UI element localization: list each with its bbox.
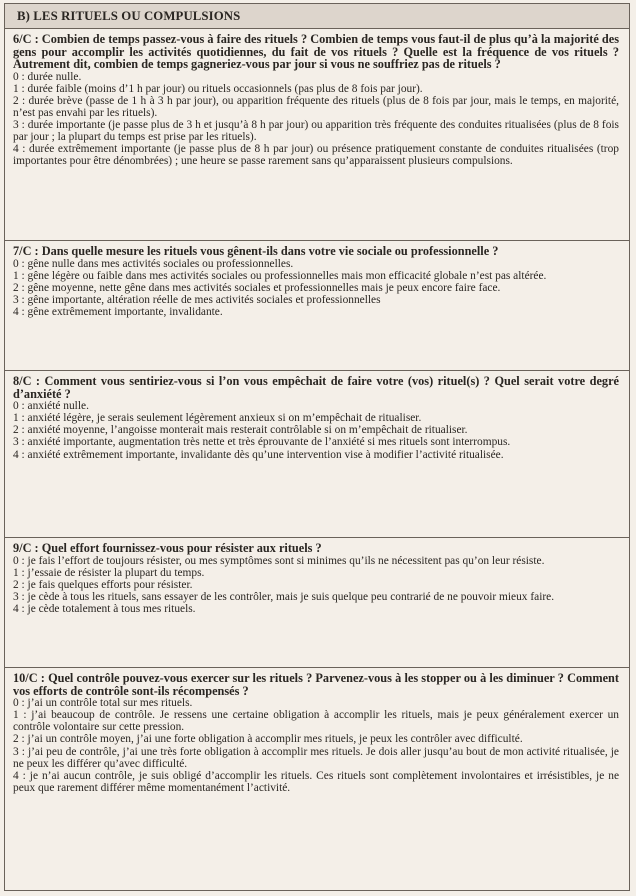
answer-option-3: 3 : durée importante (je passe plus de 3 h et jusqu’à 8 h par jour) ou apparition très fréquente des conduites ritualisées (plus de 8 fois par jour ; la plupart du temps est prise par les rituels). bbox=[13, 119, 619, 144]
answer-option-3: 3 : anxiété importante, augmentation très nette et très éprouvante de l’anxiété si mes rituels sont interrompus. bbox=[13, 436, 511, 449]
answer-option-2: 2 : durée brève (passe de 1 h à 3 h par jour), ou apparition fréquente des rituels (plus de 8 fois par jour, mais le temps, en majorité, n’est pas envahi par les rituels). bbox=[13, 94, 619, 120]
answer-option-0: 0 : je fais l’effort de toujours résister, ou mes symptômes sont si minimes qu’ils ne nécessitent pas qu’on leur résiste. bbox=[13, 554, 545, 567]
answer-option-4: 4 : gêne extrêmement importante, invalidante. bbox=[13, 305, 223, 318]
answer-option-1: 1 : gêne légère ou faible dans mes activités sociales ou professionnelles mais mon efficacité globale n’est pas altérée. bbox=[13, 269, 547, 282]
answer-option-0: 0 : gêne nulle dans mes activités sociales ou professionnelles. bbox=[13, 257, 294, 270]
question-text: 6/C : Combien de temps passez-vous à faire des rituels ? Combien de temps vous faut-il de plus qu’à la majorité des gens pour accomplir les activités quotidiennes, du fait de vos rituels ? Quelle est la fréquence de vos rituels ? Autrement dit, combien de temps gagneriez-vous par jour si vous ne souffriez pas de rituels ? bbox=[13, 32, 619, 72]
answer-option-3: 3 : j’ai peu de contrôle, j’ai une très forte obligation à accomplir mes rituels. Je dois aller jusqu’au bout de mon activité ritualisée, je ne peux les différer qu’avec difficulté. bbox=[13, 745, 619, 770]
answer-option-0: 0 : j’ai un contrôle total sur mes rituels. bbox=[13, 697, 193, 710]
answer-option-1: 1 : j’ai beaucoup de contrôle. Je ressens une certaine obligation à accomplir les rituels, mais je peux généralement exercer un contrôle volontaire sur cette pression. bbox=[13, 709, 619, 734]
question-text: 8/C : Comment vous sentiriez-vous si l’on vous empêchait de faire votre (vos) rituel(s) ? Quel serait votre degré d’anxiété ? bbox=[13, 374, 619, 401]
question-text: 9/C : Quel effort fournissez-vous pour résister aux rituels ? bbox=[13, 541, 322, 555]
answer-option-1: 1 : durée faible (moins d’1 h par jour) ou rituels occasionnels (pas plus de 8 fois par jour). bbox=[13, 82, 423, 95]
question-block-6c bbox=[5, 29, 629, 241]
answer-option-2: 2 : anxiété moyenne, l’angoisse monterait mais resterait contrôlable si on m’empêchait de ritualiser. bbox=[13, 424, 468, 437]
question-text: 10/C : Quel contrôle pouvez-vous exercer sur les rituels ? Parvenez-vous à les stopper ou à les diminuer ? Comment vos efforts de contrôle sont-ils récompensés ? bbox=[13, 671, 619, 698]
answer-option-0: 0 : anxiété nulle. bbox=[13, 400, 89, 413]
answer-option-2: 2 : gêne moyenne, nette gêne dans mes activités sociales et professionnelles mais je peux encore faire face. bbox=[13, 281, 501, 294]
answer-option-3: 3 : gêne importante, altération réelle de mes activités sociales et professionnelles bbox=[13, 293, 381, 306]
answer-option-2: 2 : je fais quelques efforts pour résister. bbox=[13, 578, 193, 591]
answer-option-1: 1 : anxiété légère, je serais seulement légèrement anxieux si on m’empêchait de ritualiser. bbox=[13, 412, 422, 425]
question-block-7c bbox=[5, 241, 629, 371]
answer-option-4: 4 : durée extrêmement importante (je passe plus de 8 h par jour) ou présence pratiquement constante de conduites ritualisées (trop importantes pour être dénombrées) ; une heure se passe rarement sans qu’apparaissent plusieurs compulsions. bbox=[13, 143, 619, 168]
answer-option-4: 4 : je cède totalement à tous mes rituels. bbox=[13, 602, 196, 615]
answer-option-4: 4 : je n’ai aucun contrôle, je suis obligé d’accomplir les rituels. Ces rituels sont complètement involontaires et irrésistibles, je ne peux que rarement différer même momentanément l’activité. bbox=[13, 769, 619, 794]
answer-option-4: 4 : anxiété extrêmement importante, invalidante dès qu’une intervention vise à modifier l’activité ritualisée. bbox=[13, 448, 504, 461]
question-block-10c bbox=[5, 668, 629, 886]
answer-option-2: 2 : j’ai un contrôle moyen, j’ai une forte obligation à accomplir mes rituels, je peux les contrôler avec difficulté. bbox=[13, 733, 523, 746]
answer-option-1: 1 : j’essaie de résister la plupart du temps. bbox=[13, 566, 205, 579]
section-title: B) LES RITUELS OU COMPULSIONS bbox=[5, 4, 629, 29]
questionnaire-page bbox=[4, 3, 630, 891]
answer-option-0: 0 : durée nulle. bbox=[13, 70, 82, 83]
question-text: 7/C : Dans quelle mesure les rituels vous gênent-ils dans votre vie sociale ou professionnelle ? bbox=[13, 244, 499, 258]
question-block-8c bbox=[5, 371, 629, 538]
question-block-9c bbox=[5, 538, 629, 668]
answer-option-3: 3 : je cède à tous les rituels, sans essayer de les contrôler, mais je suis quelque peu contrarié de ne pouvoir mieux faire. bbox=[13, 590, 555, 603]
